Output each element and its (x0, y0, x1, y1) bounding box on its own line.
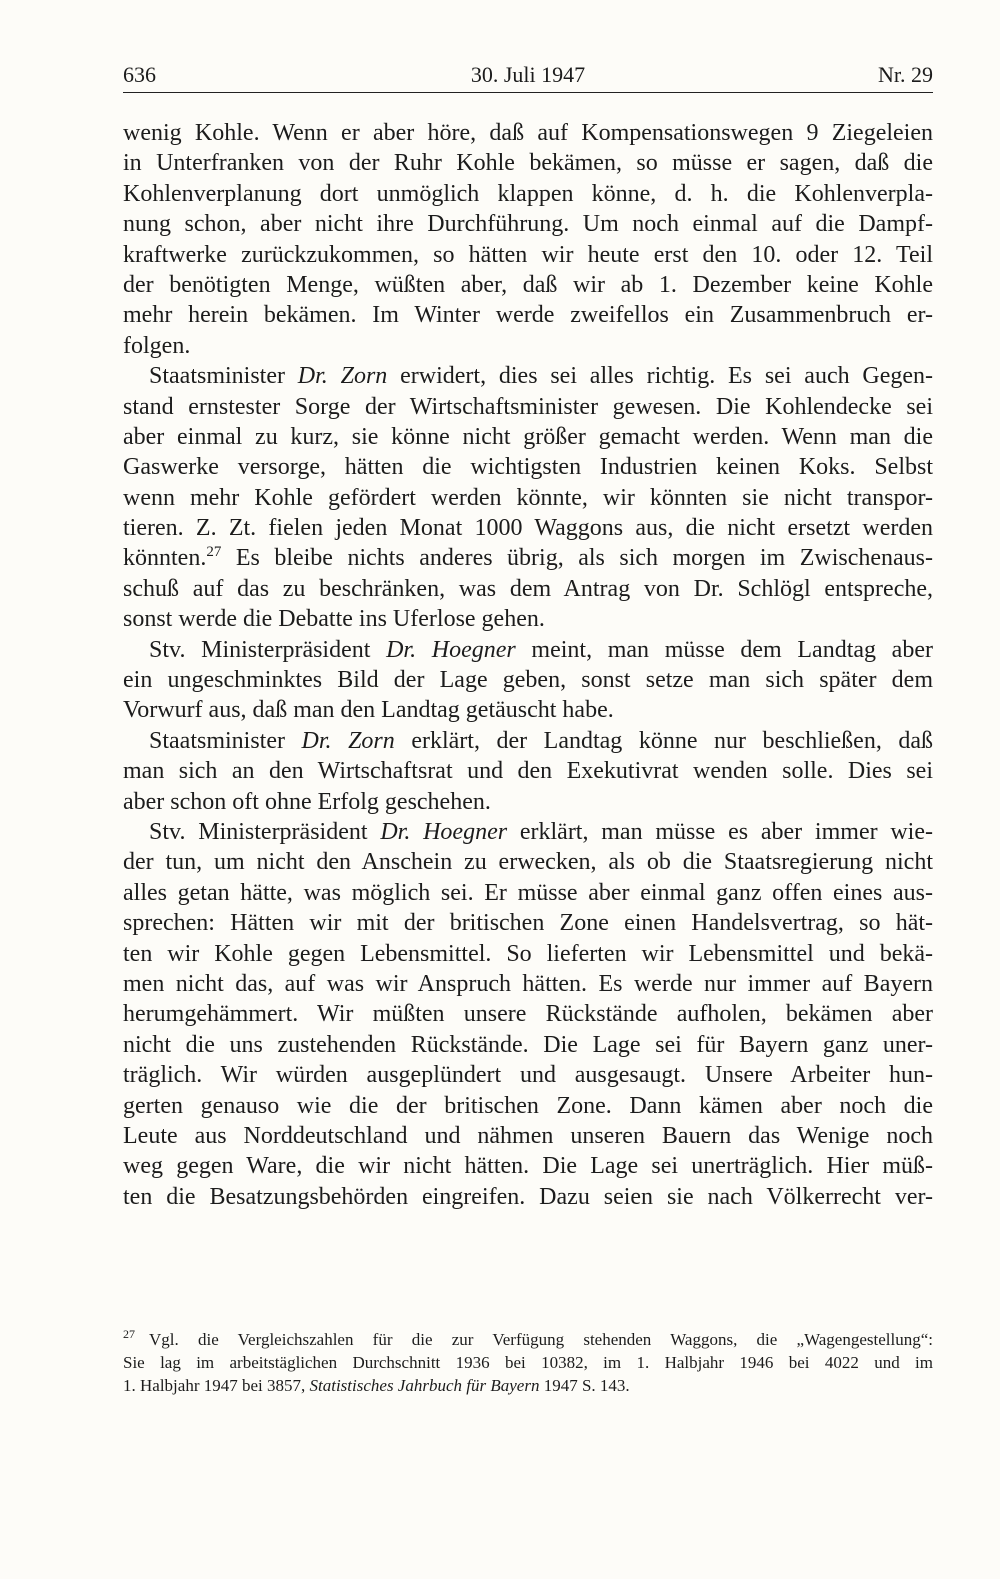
italic-name: Dr. Hoegner (386, 636, 516, 663)
text-run: Es bleibe nichts anderes übrig, als sich morgen im Zwischenaus- (221, 545, 933, 572)
body-line: stand ernstester Sorge der Wirtschaftsminister gewesen. Die Kohlendecke sei (123, 393, 933, 420)
footnote-27 (123, 1328, 933, 1397)
body-line: kraftwerke zurückzukommen, so hätten wir heute erst den 10. oder 12. Teil (123, 241, 933, 268)
body-line: Leute aus Norddeutschland und nähmen unseren Bauern das Wenige noch (123, 1122, 933, 1149)
italic-name: Dr. Hoegner (380, 818, 508, 845)
body-line: mehr herein bekämen. Im Winter werde zweifellos ein Zusammenbruch er- (123, 302, 933, 329)
body-line: weg gegen Ware, die wir nicht hätten. Die Lage sei unerträglich. Hier müß- (123, 1153, 933, 1180)
body-line: alles getan hätte, was möglich sei. Er müsse aber einmal ganz offen eines aus- (123, 879, 933, 906)
body-line: aber schon oft ohne Erfolg geschehen. (123, 788, 491, 815)
body-line: wenn mehr Kohle gefördert werden könnte, wir könnten sie nicht transpor- (123, 484, 933, 511)
body-line: ten wir Kohle gegen Lebensmittel. So lieferten wir Lebensmittel und bekä- (123, 940, 933, 967)
body-line (123, 635, 933, 665)
page-number: 636 (123, 62, 156, 87)
text-run: 1947 S. 143. (539, 1376, 630, 1395)
body-line: aber einmal zu kurz, sie könne nicht größer gemacht werden. Wenn man die (123, 423, 933, 450)
text-run: erklärt, der Landtag könne nur beschließen, daß (394, 727, 934, 754)
header-date: 30. Juli 1947 (470, 62, 586, 87)
header-rule (123, 92, 933, 93)
body-line (123, 361, 933, 391)
text-run: Stv. Ministerpräsident (149, 818, 381, 845)
body-line: Gaswerke versorge, hätten die wichtigsten Industrien keinen Koks. Selbst (123, 454, 933, 481)
body-line: wenig Kohle. Wenn er aber höre, daß auf Kompensationswegen 9 Ziegeleien (123, 120, 933, 146)
body-line: Vorwurf aus, daß man den Landtag getäuscht habe. (123, 697, 614, 724)
text-run: 1. Halbjahr 1947 bei 3857, (123, 1376, 310, 1395)
body-line: gerten genauso wie die der britischen Zone. Dann kämen aber noch die (123, 1092, 933, 1119)
body-line: sprechen: Hätten wir mit der britischen Zone einen Handelsvertrag, so hät- (123, 910, 933, 937)
body-line: folgen. (123, 332, 191, 359)
text-run: meint, man müsse dem Landtag aber (515, 636, 933, 663)
footnote-marker: 27 (123, 1327, 135, 1342)
body-line: Kohlenverplanung dort unmöglich klappen könne, d. h. die Kohlenverpla- (123, 180, 933, 207)
body-line (123, 726, 933, 756)
body-line: nicht die uns zustehenden Rückstände. Die Lage sei für Bayern ganz uner- (123, 1031, 933, 1058)
body-line: sonst werde die Debatte ins Uferlose gehen. (123, 606, 545, 633)
footnote-line: Sie lag im arbeitstäglichen Durchschnitt 1936 bei 10382, im 1. Halbjahr 1946 bei 4022 und im (123, 1353, 933, 1372)
body-line: man sich an den Wirtschaftsrat und den Exekutivrat wenden solle. Dies sei (123, 758, 933, 785)
body-line: der benötigten Menge, wüßten aber, daß wir ab 1. Dezember keine Kohle (123, 271, 933, 298)
footnote-line (123, 1374, 933, 1397)
italic-name: Dr. Zorn (297, 363, 388, 390)
body-line: in Unterfranken von der Ruhr Kohle bekämen, so müsse er sagen, daß die (123, 150, 933, 177)
body-line (123, 817, 933, 847)
body-line: der tun, um nicht den Anschein zu erwecken, als ob die Staatsregierung nicht (123, 849, 933, 876)
footnote-reference: 27 (206, 544, 222, 561)
text-run: könnten. (123, 545, 207, 572)
running-header (123, 60, 933, 90)
text-run: Stv. Ministerpräsident (149, 636, 387, 663)
text-run: erklärt, man müsse es aber immer wie- (507, 818, 933, 845)
text-run: Staatsminister (149, 363, 298, 390)
footnote-line: $^{27}$ Vgl. die Vergleichszahlen für die zur Verfügung stehenden Waggons, die „Wagengestellung“: (123, 1327, 933, 1349)
body-line: ten die Besatzungsbehörden eingreifen. Dazu seien sie nach Völkerrecht ver- (123, 1183, 933, 1210)
body-line: träglich. Wir würden ausgeplündert und ausgesaugt. Unsere Arbeiter hun- (123, 1062, 933, 1089)
body-line (123, 543, 933, 573)
body-line: men nicht das, auf was wir Anspruch hätten. Es werde nur immer auf Bayern (123, 970, 933, 997)
italic-name: Statistisches Jahrbuch für Bayern (309, 1376, 540, 1395)
body-line: ein ungeschminktes Bild der Lage geben, sonst setze man sich später dem (123, 667, 933, 694)
text-run: Staatsminister (149, 727, 302, 754)
italic-name: Dr. Zorn (301, 727, 395, 754)
body-line: nung schon, aber nicht ihre Durchführung. Um noch einmal auf die Dampf- (123, 211, 933, 238)
body-line: herumgehämmert. Wir müßten unsere Rückstände aufholen, bekämen aber (123, 1001, 933, 1028)
body-line: tieren. Z. Zt. fielen jeden Monat 1000 Waggons aus, die nicht ersetzt werden (123, 515, 933, 542)
body-text (123, 118, 933, 1212)
text-run: erwidert, dies sei alles richtig. Es sei auch Gegen- (387, 363, 934, 390)
body-line: schuß auf das zu beschränken, was dem Antrag von Dr. Schlögl entspreche, (123, 575, 933, 602)
issue-number: Nr. 29 (878, 62, 933, 87)
